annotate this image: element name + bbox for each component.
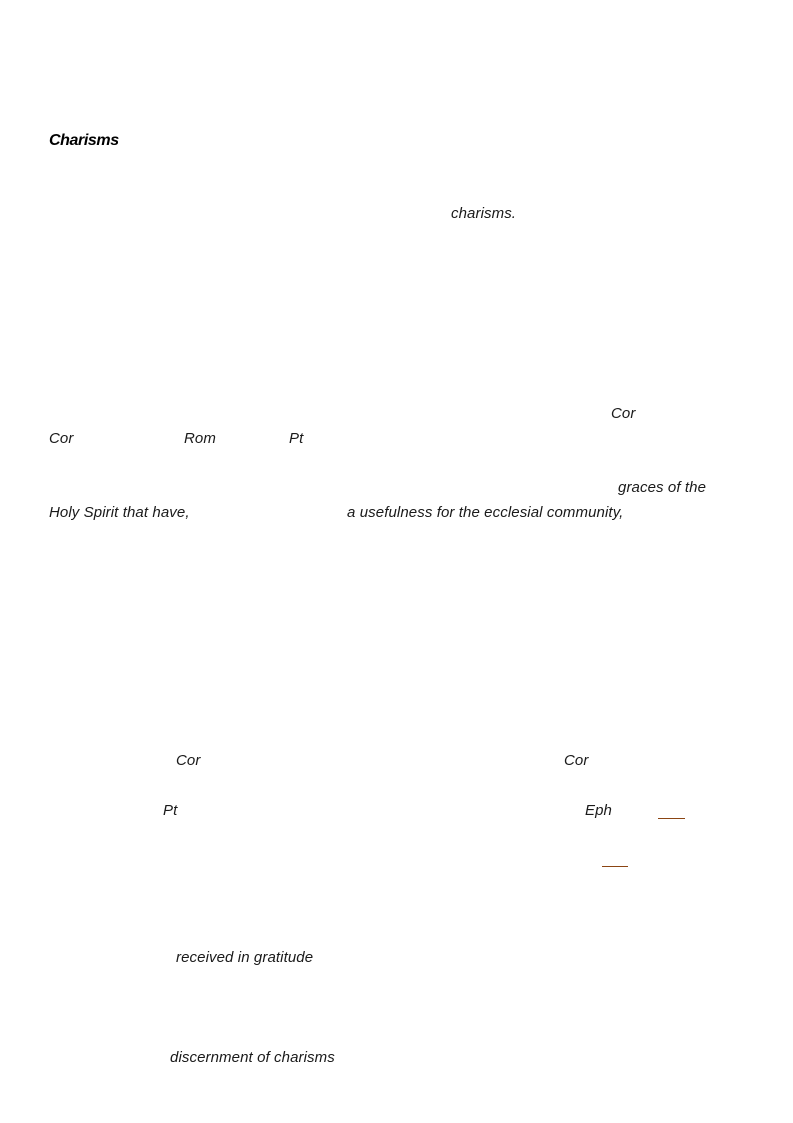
text-received-in-gratitude: received in gratitude bbox=[176, 949, 314, 966]
text-discernment: discernment of charisms bbox=[170, 1049, 335, 1066]
text-pt-ref-1: Pt bbox=[289, 430, 304, 447]
text-cor-ref-3: Cor bbox=[176, 752, 201, 769]
text-cor-ref-1: Cor bbox=[611, 405, 636, 422]
section-heading: Charisms bbox=[49, 132, 119, 149]
text-eph-ref: Eph bbox=[585, 802, 612, 819]
text-pt-ref-2: Pt bbox=[163, 802, 178, 819]
text-charisms: charisms. bbox=[451, 205, 517, 222]
text-cor-ref-2: Cor bbox=[49, 430, 74, 447]
text-cor-ref-4: Cor bbox=[564, 752, 589, 769]
footnote-link-2[interactable] bbox=[602, 866, 628, 867]
text-usefulness: a usefulness for the ecclesial community, bbox=[347, 504, 624, 521]
text-graces: graces of the bbox=[618, 479, 707, 496]
footnote-link-1[interactable] bbox=[658, 818, 685, 819]
text-holy-spirit: Holy Spirit that have, bbox=[49, 504, 190, 521]
text-rom-ref: Rom bbox=[184, 430, 216, 447]
